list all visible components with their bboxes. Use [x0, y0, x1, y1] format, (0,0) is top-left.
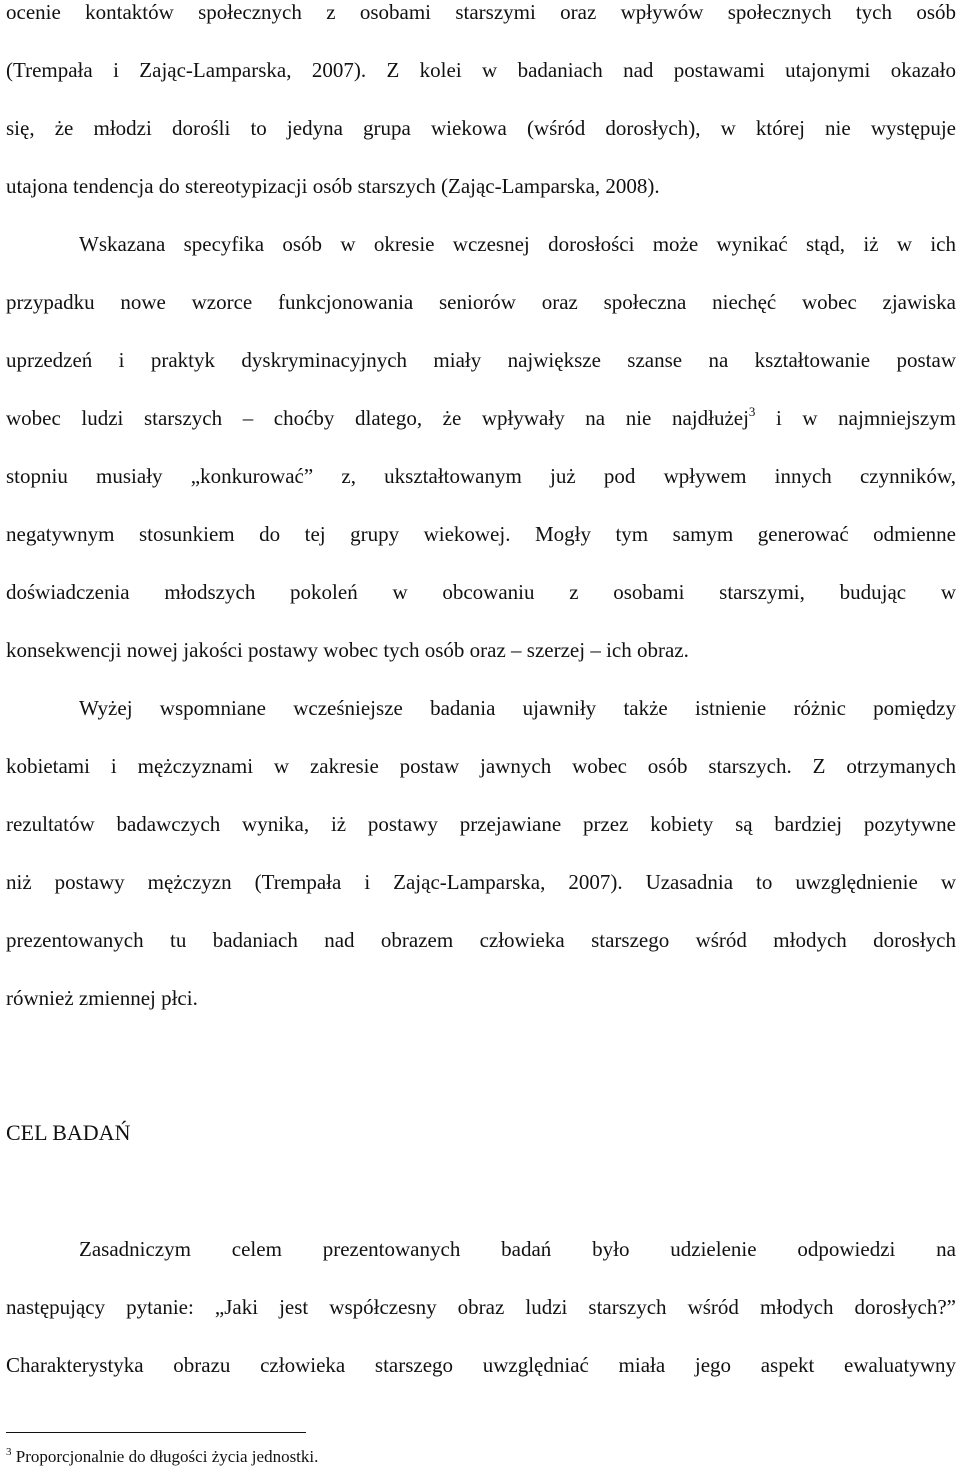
paragraph-line: utajona tendencja do stereotypizacji osób starszych (Zając-Lamparska, 2008).	[6, 174, 660, 198]
paragraph-line: prezentowanych tu badaniach nad obrazem człowieka starszego wśród młodych dorosłych	[6, 928, 956, 952]
paragraph-line: Wyżej wspomniane wcześniejsze badania ujawniły także istnienie różnic pomiędzy	[79, 696, 956, 720]
paragraph-line: się, że młodzi dorośli to jedyna grupa wiekowa (wśród dorosłych), w której nie występuje	[6, 116, 956, 140]
paragraph-line: uprzedzeń i praktyk dyskryminacyjnych miały największe szanse na kształtowanie postaw	[6, 348, 956, 372]
paragraph-line: Wskazana specyfika osób w okresie wczesnej dorosłości może wynikać stąd, iż w ich	[79, 232, 956, 256]
paragraph-line: (Trempała i Zając-Lamparska, 2007). Z kolei w badaniach nad postawami utajonymi okazało	[6, 58, 956, 82]
paragraph-line: rezultatów badawczych wynika, iż postawy przejawiane przez kobiety są bardziej pozytywne	[6, 812, 956, 836]
paragraph-line: Zasadniczym celem prezentowanych badań było udzielenie odpowiedzi na	[79, 1237, 956, 1261]
paragraph-line-with-footnote-ref	[6, 406, 956, 430]
paragraph-line: następujący pytanie: „Jaki jest współczesny obraz ludzi starszych wśród młodych dorosłych?”	[6, 1295, 956, 1319]
footnote-reference[interactable]: 3	[748, 404, 756, 419]
paragraph-line: ocenie kontaktów społecznych z osobami starszymi oraz wpływów społecznych tych osób	[6, 0, 956, 24]
footnote-text: Proporcjonalnie do długości życia jednostki.	[11, 1447, 319, 1466]
footnote-marker: 3	[6, 1446, 12, 1458]
line-text: i w najmniejszym	[755, 406, 956, 430]
paragraph-line: niż postawy mężczyzn (Trempała i Zając-Lamparska, 2007). Uzasadnia to uwzględnienie w	[6, 870, 956, 894]
footnote-divider	[6, 1432, 306, 1433]
paragraph-line: przypadku nowe wzorce funkcjonowania seniorów oraz społeczna niechęć wobec zjawiska	[6, 290, 956, 314]
paragraph-line: Charakterystyka obrazu człowieka starszego uwzględniać miała jego aspekt ewaluatywny	[6, 1353, 956, 1377]
paragraph-line: kobietami i mężczyznami w zakresie postaw jawnych wobec osób starszych. Z otrzymanych	[6, 754, 956, 778]
paragraph-line: również zmiennej płci.	[6, 986, 198, 1010]
line-text: wobec ludzi starszych – choćby dlatego, że wpływały na nie najdłużej	[6, 406, 749, 430]
footnote	[6, 1447, 318, 1467]
section-heading: CEL BADAŃ	[6, 1120, 131, 1145]
paragraph-line: doświadczenia młodszych pokoleń w obcowaniu z osobami starszymi, budując w	[6, 580, 956, 604]
paragraph-line: konsekwencji nowej jakości postawy wobec tych osób oraz – szerzej – ich obraz.	[6, 638, 689, 662]
paragraph-line: negatywnym stosunkiem do tej grupy wiekowej. Mogły tym samym generować odmienne	[6, 522, 956, 546]
paragraph-line: stopniu musiały „konkurować” z, ukształtowanym już pod wpływem innych czynników,	[6, 464, 956, 488]
